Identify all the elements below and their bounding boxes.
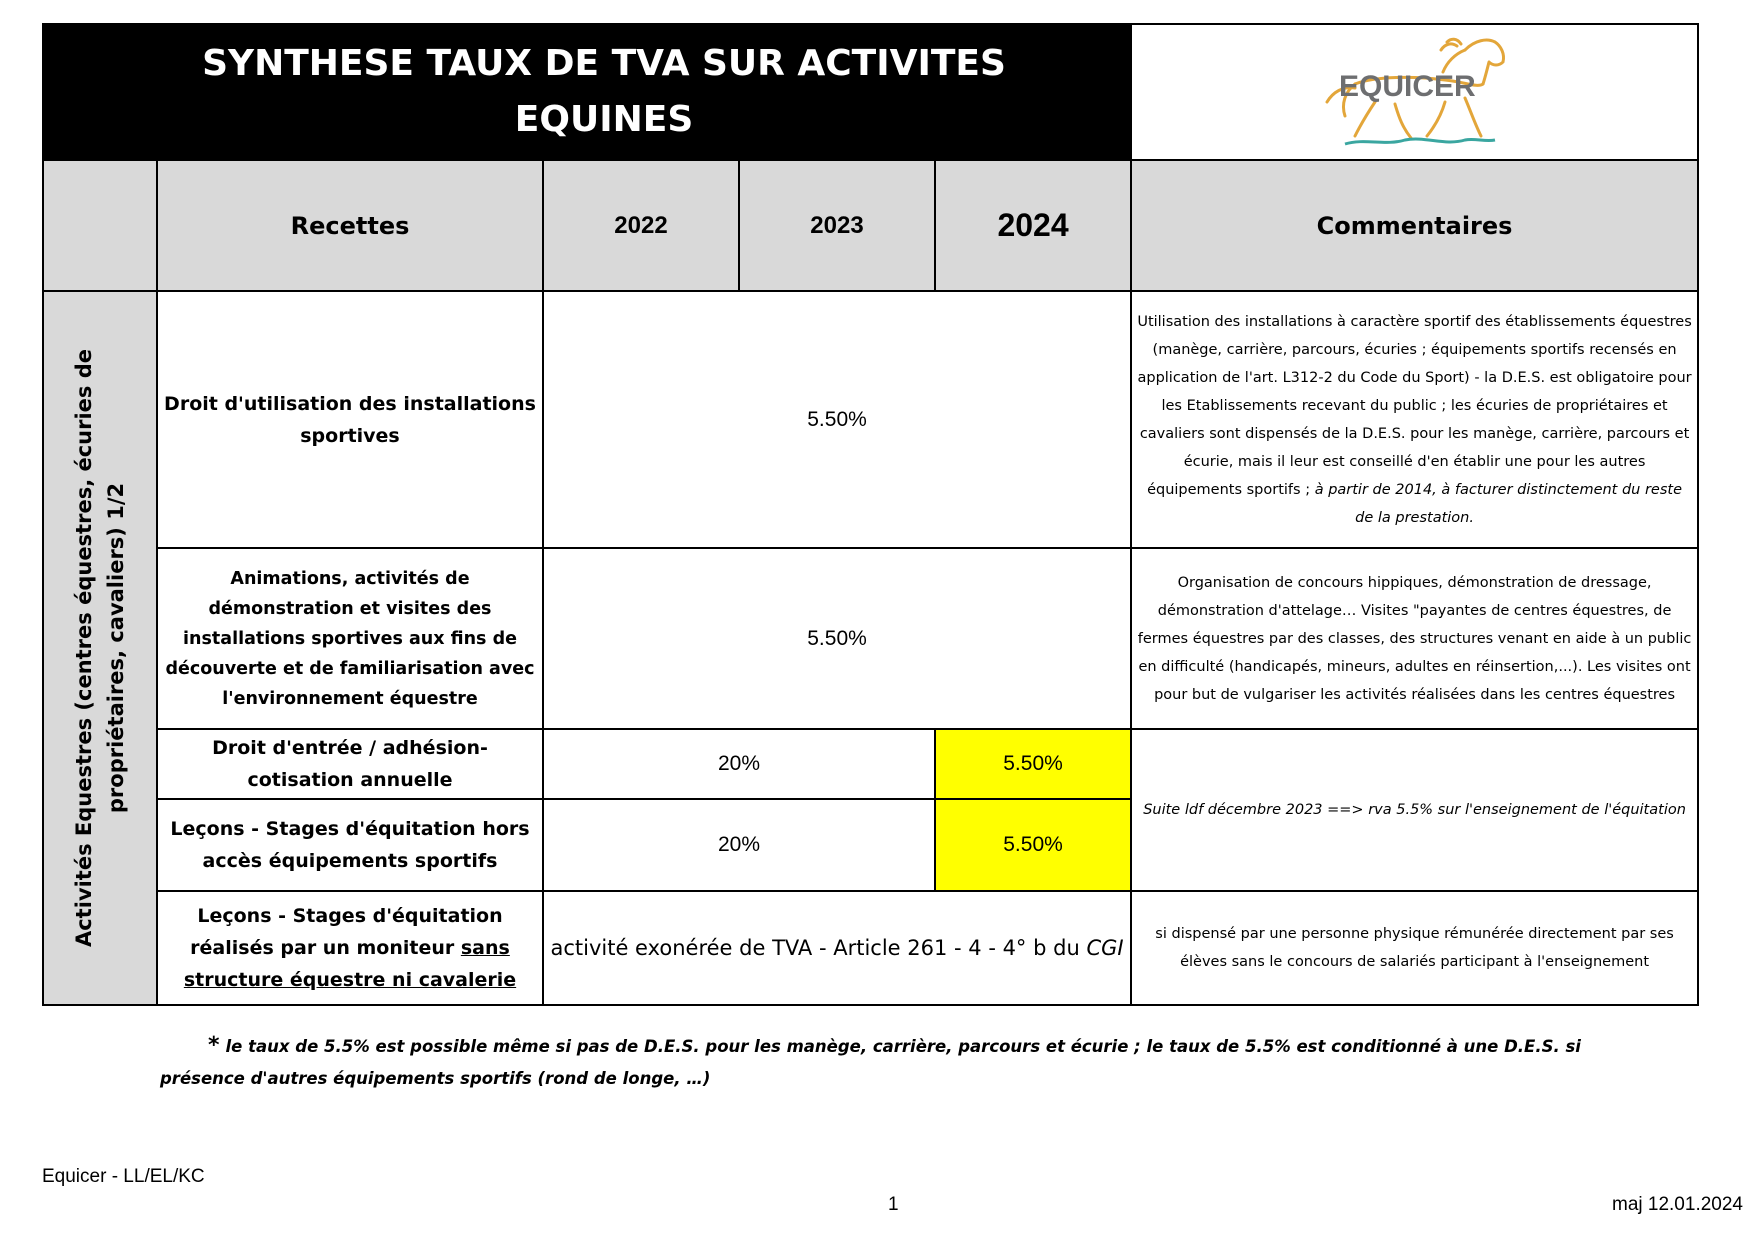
comment-text: Utilisation des installations à caractère sportif des établissements équestres (manège, carrière, parcours, écuries ; équipements sportifs recensés en application de l'art. L312-2 du Code du Sport) - la D.E.S. est obligatoire pour les Etablissements recevant du public ; les écuries de propriétaires et cavaliers sont dispensés de la D.E.S. pour les manège, carrière, parcours et écurie, mais il leur est conseillé d'en établir une pour les autres équipements sportifs ; (1137, 313, 1692, 498)
recette-text: Leçons - Stages d'équitation réalisés par un moniteur (190, 905, 503, 959)
exoneration-text: activité exonérée de TVA - Article 261 - 4 - 4° b du (550, 936, 1080, 960)
comment-moniteur: si dispensé par une personne physique rémunérée directement par ses élèves sans le concours de salariés participant à l'enseignement (1131, 891, 1698, 1005)
comment-italic-text: à partir de 2014, à facturer distinctement du reste de la prestation. (1314, 481, 1683, 526)
rate-exoneree (543, 891, 1131, 1005)
recette-droit-utilisation: Droit d'utilisation des installations sportives (157, 291, 543, 548)
col-header-recettes: Recettes (157, 160, 543, 291)
header-blank-cell (43, 160, 157, 291)
col-header-2023: 2023 (739, 160, 935, 291)
logo-text: EQUICER (1338, 70, 1476, 103)
footnote-text: le taux de 5.5% est possible même si pas de D.E.S. pour les manège, carrière, parcours et écurie ; le taux de 5.5% est conditionné à une D.E.S. si présence d'autres équipements sportifs (rond de longe, …) (160, 1037, 1581, 1088)
footnote (160, 1030, 1630, 1095)
update-date: maj 12.01.2024 (1612, 1194, 1743, 1215)
col-header-2024: 2024 (935, 160, 1131, 291)
col-header-2022: 2022 (543, 160, 739, 291)
title-line-2: EQUINES (514, 99, 694, 140)
footnote-star: * (208, 1033, 220, 1058)
rate-droit-entree-2022-2023: 20% (543, 729, 935, 799)
rate-animations: 5.50% (543, 548, 1131, 729)
recette-lecons-hors-equipements: Leçons - Stages d'équitation hors accès équipements sportifs (157, 799, 543, 891)
recette-underlined-text: sans structure équestre ni cavalerie (183, 937, 517, 991)
page-title (43, 24, 1131, 160)
exoneration-cgi: CGI (1086, 936, 1124, 960)
title-line-1: SYNTHESE TAUX DE TVA SUR ACTIVITES (202, 43, 1006, 84)
equicer-horse-logo (1315, 32, 1515, 152)
rate-droit-utilisation: 5.50% (543, 291, 1131, 548)
footer-authors: Equicer - LL/EL/KC (42, 1166, 205, 1187)
comment-enseignement-equitation (1131, 729, 1698, 891)
rate-lecons-2022-2023: 20% (543, 799, 935, 891)
rate-droit-entree-2024: 5.50% (935, 729, 1131, 799)
logo-cell (1131, 24, 1698, 160)
rate-lecons-2024: 5.50% (935, 799, 1131, 891)
col-header-commentaires: Commentaires (1131, 160, 1698, 291)
comment-animations: Organisation de concours hippiques, démonstration de dressage, démonstration d'attelage… Visites "payantes de centres équestres, de fermes équestres par des classes, des structures venant en aide à un public en difficulté (handicapés, mineurs, adultes en réinsertion,...). Les visites ont pour but de vulgariser les activités réalisées dans les centres équestres (1131, 548, 1698, 729)
side-category-label-cell (43, 291, 157, 1005)
side-category-label: Activités Equestres (centres équestres, écuries de propriétaires, cavaliers) 1/2 (72, 348, 128, 948)
vat-synthesis-table (42, 23, 1699, 1006)
page-number: 1 (888, 1194, 899, 1215)
merged-comment-text: Suite ldf décembre 2023 ==> rva 5.5% sur l'enseignement de l'équitation (1143, 802, 1686, 818)
recette-droit-entree: Droit d'entrée / adhésion-cotisation annuelle (157, 729, 543, 799)
recette-lecons-sans-structure (157, 891, 543, 1005)
recette-animations: Animations, activités de démonstration et visites des installations sportives aux fins de découverte et de familiarisation avec l'environnement équestre (157, 548, 543, 729)
comment-droit-utilisation (1131, 291, 1698, 548)
